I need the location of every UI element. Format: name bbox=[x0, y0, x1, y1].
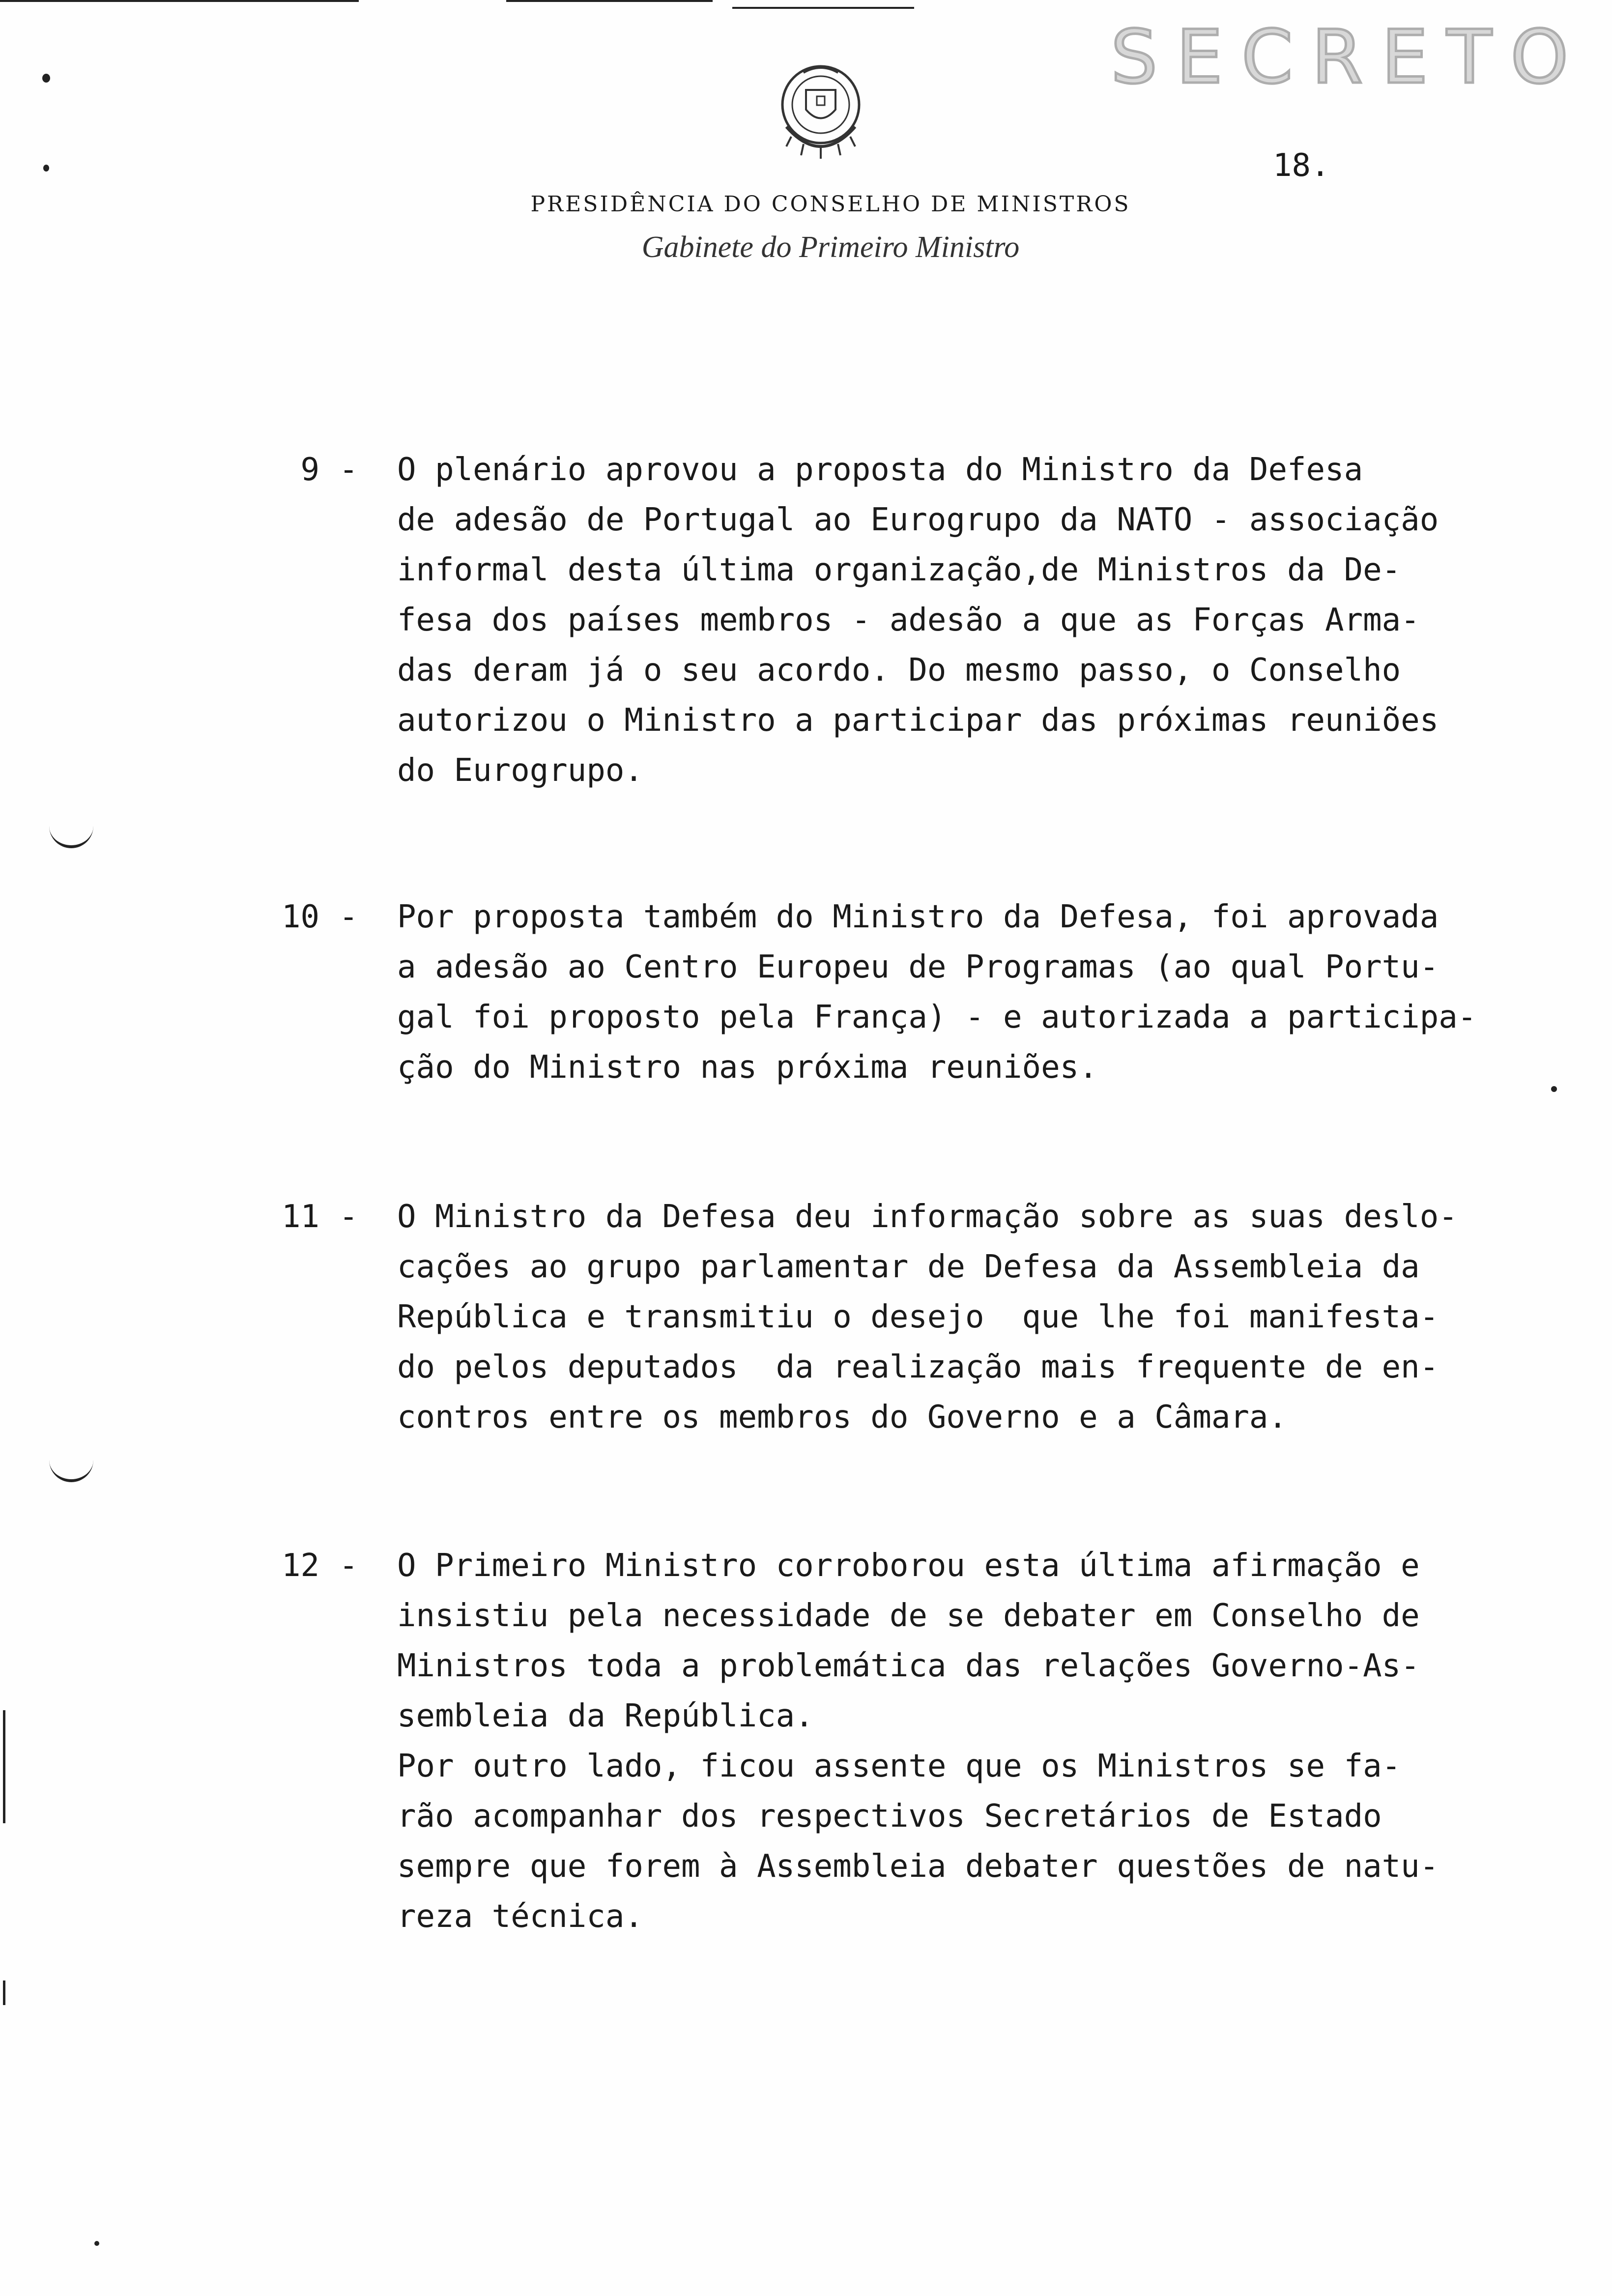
item-line: informal desta última organização,de Ministros da De- bbox=[397, 552, 1401, 588]
top-rule bbox=[732, 7, 914, 9]
item-line: sembleia da República. bbox=[397, 1698, 814, 1734]
punch-dot bbox=[1551, 1086, 1557, 1092]
item-line: autorizou o Ministro a participar das próximas reuniões bbox=[397, 702, 1439, 739]
item-number: 11 bbox=[281, 1199, 319, 1235]
margin-line bbox=[3, 1710, 5, 1823]
punch-dot bbox=[42, 74, 50, 83]
item-line: de adesão de Portugal ao Eurogrupo da NATO - associação bbox=[397, 502, 1439, 538]
list-item bbox=[246, 1192, 1533, 1447]
top-rule bbox=[0, 0, 359, 2]
item-line: Ministros toda a problemática das relações Governo-As- bbox=[397, 1648, 1420, 1684]
item-number: 9 bbox=[300, 452, 319, 488]
item-line: O Primeiro Ministro corroborou esta última afirmação e bbox=[397, 1548, 1420, 1584]
item-line: rão acompanhar dos respectivos Secretários de Estado bbox=[397, 1798, 1382, 1835]
item-line: O Ministro da Defesa deu informação sobre as suas deslo- bbox=[397, 1199, 1458, 1235]
punch-dot bbox=[43, 165, 49, 172]
secret-stamp: SECRETO bbox=[1111, 15, 1587, 100]
item-line: reza técnica. bbox=[397, 1898, 643, 1935]
item-line: do Eurogrupo. bbox=[397, 752, 643, 789]
item-line: República e transmitiu o desejo que lhe foi manifesta- bbox=[397, 1299, 1439, 1335]
item-dash: - bbox=[339, 1199, 358, 1235]
top-rule bbox=[506, 0, 713, 2]
item-line: das deram já o seu acordo. Do mesmo passo, o Conselho bbox=[397, 652, 1401, 689]
item-line: do pelos deputados da realização mais frequente de en- bbox=[397, 1349, 1439, 1385]
office-subtitle: Gabinete do Primeiro Ministro bbox=[641, 230, 1020, 264]
page-number: 18. bbox=[1273, 147, 1330, 184]
item-line: gal foi proposto pela França) - e autorizada a participa- bbox=[397, 999, 1477, 1035]
binding-mark bbox=[49, 821, 93, 848]
item-dash: - bbox=[339, 899, 358, 935]
item-number: 10 bbox=[281, 899, 319, 935]
item-line: Por proposta também do Ministro da Defesa, foi aprovada bbox=[397, 899, 1439, 935]
item-dash: - bbox=[339, 1548, 358, 1584]
margin-line bbox=[3, 1980, 5, 2005]
item-line: contros entre os membros do Governo e a Câmara. bbox=[397, 1399, 1287, 1435]
coat-of-arms-seal-icon bbox=[757, 53, 885, 171]
list-item bbox=[246, 445, 1533, 799]
punch-dot bbox=[94, 2241, 99, 2246]
item-line: insistiu pela necessidade de se debater em Conselho de bbox=[397, 1598, 1420, 1634]
list-item bbox=[246, 892, 1533, 1098]
item-line: O plenário aprovou a proposta do Ministro da Defesa bbox=[397, 452, 1363, 488]
item-line: fesa dos países membros - adesão a que as Forças Arma- bbox=[397, 602, 1420, 638]
item-line: sempre que forem à Assembleia debater questões de natu- bbox=[397, 1848, 1439, 1885]
organization-title: PRESIDÊNCIA DO CONSELHO DE MINISTROS bbox=[530, 192, 1131, 217]
list-item bbox=[246, 1541, 1533, 1949]
item-number: 12 bbox=[281, 1548, 319, 1584]
item-line: cações ao grupo parlamentar de Defesa da Assembleia da bbox=[397, 1249, 1420, 1285]
item-line: Por outro lado, ficou assente que os Ministros se fa- bbox=[397, 1748, 1401, 1784]
item-line: ção do Ministro nas próxima reuniões. bbox=[397, 1049, 1098, 1086]
item-line: a adesão ao Centro Europeu de Programas (ao qual Portu- bbox=[397, 949, 1439, 985]
item-dash: - bbox=[339, 452, 358, 488]
binding-mark bbox=[49, 1455, 93, 1482]
